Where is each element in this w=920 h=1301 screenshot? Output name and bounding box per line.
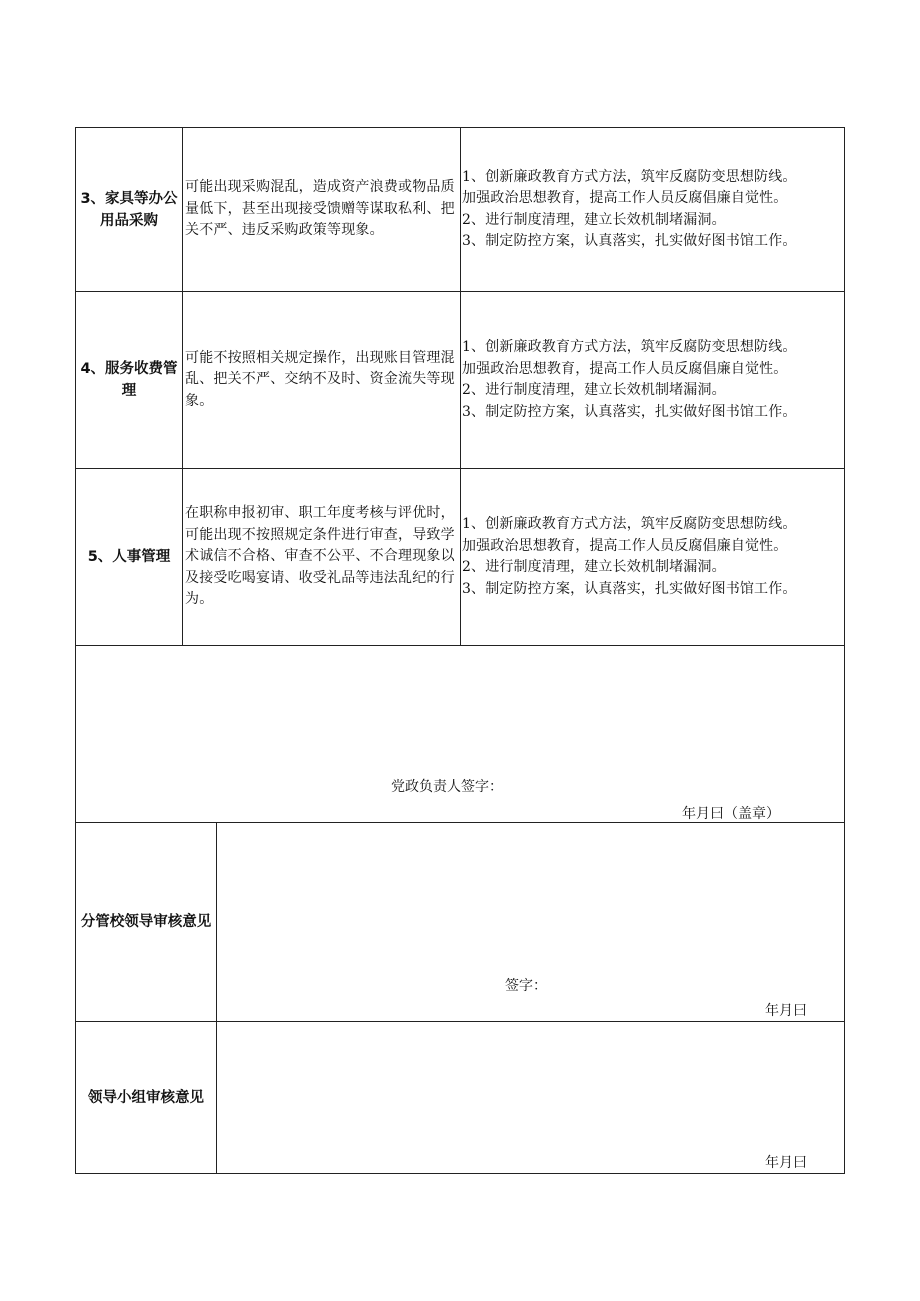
measure-item: 2、进行制度清理，建立长效机制堵漏洞。 [462, 211, 726, 228]
measures-list [462, 167, 797, 253]
measures-list [462, 337, 797, 423]
risk-cell [183, 469, 460, 645]
measure-item: 1、创新廉政教育方式方法，筑牢反腐防变思想防线。 [462, 168, 797, 185]
risk-cell [183, 128, 460, 291]
measures-cell [461, 469, 844, 645]
group-review-label-cell [76, 1022, 216, 1173]
category-cell [76, 469, 182, 645]
party-sign-cell [76, 646, 844, 822]
measure-item: 2、进行制度清理，建立长效机制堵漏洞。 [462, 382, 726, 398]
category-label: 5、人事管理 [87, 549, 171, 565]
category-label: 4、服务收费管理 [80, 361, 178, 399]
measure-item: 3、制定防控方案，认真落实，扎实做好图书馆工作。 [462, 580, 797, 597]
leader-review-content-cell [217, 823, 844, 1021]
measures-list [462, 514, 797, 600]
group-date-label: 年月曰 [765, 1155, 807, 1171]
party-signature-label: 党政负责人签字： [391, 779, 503, 795]
leader-review-label: 分管校领导审核意见 [80, 914, 212, 930]
measure-item: 1、创新廉政教育方式方法，筑牢反腐防变思想防线。 [462, 516, 797, 532]
measure-item: 1、创新廉政教育方式方法，筑牢反腐防变思想防线。 [462, 339, 797, 355]
category-cell [76, 292, 182, 468]
measure-item: 3、制定防控方案，认真落实，扎实做好图书馆工作。 [462, 403, 797, 420]
risk-text: 在职称申报初审、职工年度考核与评优时，可能出现不按照规定条件进行审查，导致学术诚信不合格、审查不公平、不合理现象以及接受吃喝宴请、收受礼品等违法乱纪的行为。 [185, 505, 455, 608]
measure-item: 加强政治思想教育，提高工作人员反腐倡廉自觉性。 [462, 360, 788, 377]
leader-review-label-cell [76, 823, 216, 1021]
group-review-label: 领导小组审核意见 [88, 1089, 204, 1106]
measure-item: 加强政治思想教育，提高工作人员反腐倡廉自觉性。 [462, 537, 788, 554]
group-review-content-cell [217, 1022, 844, 1173]
measure-item: 3、制定防控方案，认真落实，扎实做好图书馆工作。 [462, 233, 797, 249]
risk-text: 可能出现采购混乱，造成资产浪费或物品质量低下，甚至出现接受馈赠等谋取私利、把关不严、违反采购政策等现象。 [185, 179, 455, 239]
leader-date-label: 年月曰 [765, 1003, 807, 1019]
table-border-bottom [75, 1173, 845, 1174]
risk-cell [183, 292, 460, 468]
leader-signature-label: 签字： [505, 978, 547, 994]
measure-item: 加强政治思想教育，提高工作人员反腐倡廉自觉性。 [462, 190, 788, 206]
risk-text: 可能不按照相关规定操作，出现账目管理混乱、把关不严、交纳不及时、资金流失等现象。 [185, 349, 455, 409]
category-label: 3、家具等办公用品采购 [80, 190, 178, 229]
measures-cell [461, 128, 844, 291]
party-date-label: 年月曰（盖章） [682, 806, 780, 822]
table-border-right [844, 127, 845, 1174]
measures-cell [461, 292, 844, 468]
measure-item: 2、进行制度清理，建立长效机制堵漏洞。 [462, 559, 726, 575]
category-cell [76, 128, 182, 291]
